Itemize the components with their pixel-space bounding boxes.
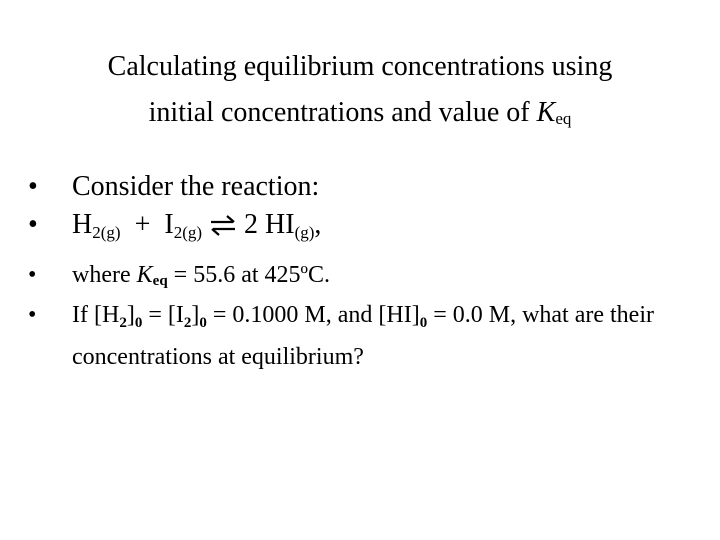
i-subscript: 2 <box>183 315 192 331</box>
title-line-2-text: initial concentrations and value of <box>148 97 537 128</box>
bullet-marker: • <box>28 171 38 202</box>
main-bullet-list <box>28 168 321 252</box>
bullet-marker: • <box>28 302 37 328</box>
question-part: ] <box>126 302 135 328</box>
h2-symbol: H <box>72 209 93 240</box>
i2-symbol: I <box>164 209 174 240</box>
initial-subscript: 0 <box>199 315 207 331</box>
bullet-item-question <box>28 298 688 374</box>
keq-suffix: = 55.6 at 425ºC. <box>167 262 330 288</box>
bullet-item-consider <box>28 168 321 206</box>
bullet-marker: • <box>28 209 38 240</box>
keq-subscript: eq <box>152 273 168 289</box>
question-part: ] <box>191 302 200 328</box>
i2-subscript: 2(g) <box>173 223 203 242</box>
h2-subscript: 2(g) <box>92 223 121 242</box>
detail-bullet-list <box>28 258 688 374</box>
question-part: If [H <box>72 302 120 328</box>
keq-symbol: K <box>136 262 153 288</box>
keq-prefix: where <box>72 262 137 288</box>
title-line-2 <box>0 90 720 142</box>
title-keq-symbol: K <box>536 97 556 128</box>
initial-subscript: 0 <box>134 315 143 331</box>
question-text <box>72 302 654 370</box>
question-part: = 0.1000 M, and [HI] <box>206 302 420 328</box>
bullet-item-reaction <box>28 206 321 252</box>
trailing-comma: , <box>314 209 322 240</box>
plus-sign: + <box>134 209 151 240</box>
title-keq-subscript: eq <box>555 109 572 128</box>
bullet-marker: • <box>28 262 37 288</box>
reaction-equation <box>72 209 321 240</box>
title-line-1: Calculating equilibrium concentrations using <box>107 51 613 82</box>
initial-subscript: 0 <box>419 315 428 331</box>
question-part: = [I <box>142 302 184 328</box>
bullet-text: Consider the reaction: <box>72 171 320 202</box>
equilibrium-arrow-icon <box>208 214 238 236</box>
h-subscript: 2 <box>119 315 127 331</box>
question-part: = 0.0 M, what are their concentrations at equilibrium? <box>72 302 654 370</box>
bullet-item-keq <box>28 258 688 298</box>
product-text: 2 HI <box>244 209 295 240</box>
slide-title <box>0 44 720 142</box>
product-subscript: (g) <box>294 223 315 242</box>
